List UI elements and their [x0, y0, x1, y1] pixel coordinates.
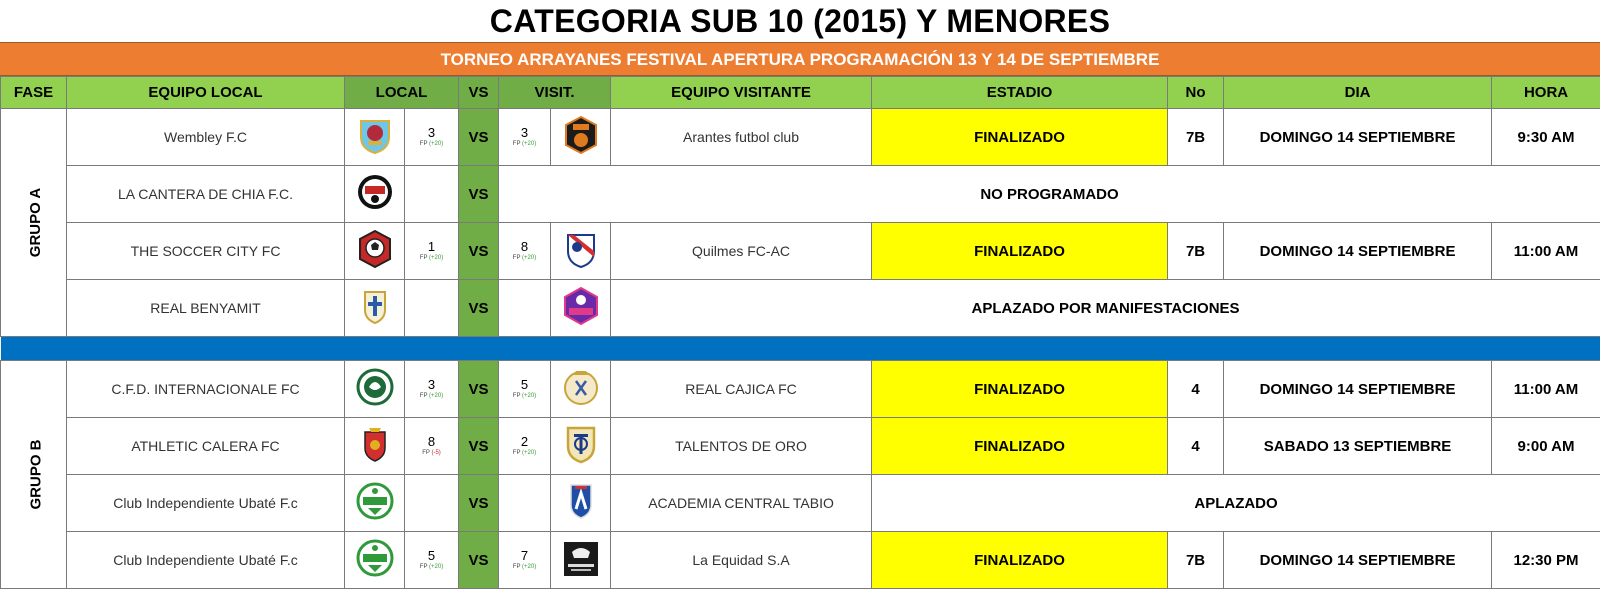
benyamit-logo-icon — [356, 286, 394, 326]
quilmes-logo-icon — [562, 229, 600, 269]
visit-score: 7 — [499, 549, 550, 563]
header-visit: VISIT. — [499, 77, 611, 109]
team-logo-cell — [345, 532, 405, 589]
header-visit-team: EQUIPO VISITANTE — [611, 77, 872, 109]
visit-team-name: REAL CAJICA FC — [611, 361, 872, 418]
vs-cell: VS — [459, 475, 499, 532]
fair-play-label: FP — [420, 564, 429, 570]
fair-play-label: FP — [513, 141, 522, 147]
team-logo-cell — [345, 280, 405, 337]
fair-play-label: FP — [513, 564, 522, 570]
field-number: 7B — [1168, 532, 1224, 589]
local-score-cell — [405, 223, 459, 280]
group-label: GRUPO B — [28, 439, 45, 509]
match-status: FINALIZADO — [872, 418, 1168, 475]
visit-score-cell — [499, 532, 551, 589]
match-status: FINALIZADO — [872, 532, 1168, 589]
ubate-logo-icon — [356, 481, 394, 521]
fair-play-label: FP — [420, 141, 429, 147]
group-separator — [1, 337, 1600, 361]
vs-cell: VS — [459, 166, 499, 223]
vs-cell: VS — [459, 109, 499, 166]
fair-play-value: (+20) — [522, 141, 536, 147]
visit-fair-play — [499, 563, 550, 571]
local-score-cell — [405, 280, 459, 337]
fair-play-label: FP — [422, 450, 431, 456]
header-no: No — [1168, 77, 1224, 109]
match-row — [1, 418, 1600, 475]
match-status: FINALIZADO — [872, 223, 1168, 280]
local-score-cell — [405, 475, 459, 532]
local-team-name: Club Independiente Ubaté F.c — [67, 475, 345, 532]
fair-play-value: (-5) — [431, 450, 440, 456]
visit-score: 3 — [499, 126, 550, 140]
separator-bar — [1, 337, 1600, 361]
visit-score-cell — [499, 280, 551, 337]
visit-team-name: ACADEMIA CENTRAL TABIO — [611, 475, 872, 532]
schedule-table — [0, 76, 1600, 589]
local-score-cell — [405, 418, 459, 475]
match-hour: 9:30 AM — [1492, 109, 1600, 166]
local-team-name: C.F.D. INTERNACIONALE FC — [67, 361, 345, 418]
visit-team-name: Arantes futbol club — [611, 109, 872, 166]
match-status-note: NO PROGRAMADO — [499, 166, 1600, 223]
local-score: 3 — [405, 126, 458, 140]
internacionale-logo-icon — [356, 367, 394, 407]
local-team-name: Wembley F.C — [67, 109, 345, 166]
local-fair-play — [405, 140, 458, 148]
cantera-logo-icon — [356, 172, 394, 212]
team-logo-cell — [345, 475, 405, 532]
match-hour: 12:30 PM — [1492, 532, 1600, 589]
local-score: 5 — [405, 549, 458, 563]
match-row — [1, 475, 1600, 532]
fair-play-label: FP — [513, 255, 522, 261]
visit-team-name: La Equidad S.A — [611, 532, 872, 589]
visit-score: 8 — [499, 240, 550, 254]
wembley-logo-icon — [356, 115, 394, 155]
fair-play-value: (+20) — [429, 141, 443, 147]
local-fair-play — [405, 563, 458, 571]
fair-play-label: FP — [420, 393, 429, 399]
calera-logo-icon — [356, 424, 394, 464]
vs-cell: VS — [459, 280, 499, 337]
local-score-cell — [405, 109, 459, 166]
visit-score-cell — [499, 361, 551, 418]
group-label-cell — [1, 109, 67, 337]
header-vs: VS — [459, 77, 499, 109]
visit-fair-play — [499, 140, 550, 148]
fair-play-value: (+20) — [522, 255, 536, 261]
field-number: 4 — [1168, 361, 1224, 418]
visit-team-name: Quilmes FC-AC — [611, 223, 872, 280]
match-day: DOMINGO 14 SEPTIEMBRE — [1224, 532, 1492, 589]
match-status-note: APLAZADO POR MANIFESTACIONES — [611, 280, 1600, 337]
header-fase: FASE — [1, 77, 67, 109]
field-number: 7B — [1168, 223, 1224, 280]
match-row — [1, 109, 1600, 166]
tournament-subtitle: TORNEO ARRAYANES FESTIVAL APERTURA PROGRAMACIÓN 13 Y 14 DE SEPTIEMBRE — [0, 42, 1600, 76]
vs-cell: VS — [459, 223, 499, 280]
match-day: DOMINGO 14 SEPTIEMBRE — [1224, 361, 1492, 418]
field-number: 7B — [1168, 109, 1224, 166]
match-status: FINALIZADO — [872, 109, 1168, 166]
match-status-note: APLAZADO — [872, 475, 1600, 532]
local-score-cell — [405, 166, 459, 223]
field-number: 4 — [1168, 418, 1224, 475]
fair-play-label: FP — [513, 393, 522, 399]
fair-play-value: (+20) — [429, 393, 443, 399]
match-day: SABADO 13 SEPTIEMBRE — [1224, 418, 1492, 475]
visit-team-name: TALENTOS DE ORO — [611, 418, 872, 475]
header-local: LOCAL — [345, 77, 459, 109]
match-row — [1, 532, 1600, 589]
local-score-cell — [405, 532, 459, 589]
visit-score-cell — [499, 418, 551, 475]
fair-play-value: (+20) — [429, 255, 443, 261]
local-team-name: LA CANTERA DE CHIA F.C. — [67, 166, 345, 223]
local-fair-play — [405, 254, 458, 262]
group-label: GRUPO A — [27, 188, 44, 257]
equidad-logo-icon — [562, 538, 600, 578]
local-fair-play — [405, 449, 458, 457]
arantes-logo-icon — [562, 115, 600, 155]
team-logo-cell — [551, 361, 611, 418]
header-hour: HORA — [1492, 77, 1600, 109]
vs-cell: VS — [459, 361, 499, 418]
local-score: 3 — [405, 378, 458, 392]
group-label-cell — [1, 361, 67, 589]
match-hour: 11:00 AM — [1492, 223, 1600, 280]
local-score: 8 — [405, 435, 458, 449]
match-status: FINALIZADO — [872, 361, 1168, 418]
vs-cell: VS — [459, 532, 499, 589]
team-logo-cell — [551, 280, 611, 337]
team-logo-cell — [345, 418, 405, 475]
team-logo-cell — [345, 223, 405, 280]
real-cajica-logo-icon — [562, 367, 600, 407]
local-score-cell — [405, 361, 459, 418]
visit-fair-play — [499, 392, 550, 400]
visit-score: 5 — [499, 378, 550, 392]
local-team-name: THE SOCCER CITY FC — [67, 223, 345, 280]
team-logo-cell — [345, 361, 405, 418]
visit-score: 2 — [499, 435, 550, 449]
team-logo-cell — [551, 532, 611, 589]
page-title: CATEGORIA SUB 10 (2015) Y MENORES — [0, 0, 1600, 42]
force-logo-icon — [562, 286, 600, 326]
talentos-logo-icon — [562, 424, 600, 464]
team-logo-cell — [345, 109, 405, 166]
header-stadium: ESTADIO — [872, 77, 1168, 109]
team-logo-cell — [345, 166, 405, 223]
fair-play-value: (+20) — [522, 393, 536, 399]
local-team-name: ATHLETIC CALERA FC — [67, 418, 345, 475]
team-logo-cell — [551, 223, 611, 280]
visit-fair-play — [499, 449, 550, 457]
header-day: DIA — [1224, 77, 1492, 109]
local-score: 1 — [405, 240, 458, 254]
team-logo-cell — [551, 418, 611, 475]
match-row — [1, 166, 1600, 223]
local-team-name: Club Independiente Ubaté F.c — [67, 532, 345, 589]
team-logo-cell — [551, 475, 611, 532]
match-row — [1, 361, 1600, 418]
match-hour: 11:00 AM — [1492, 361, 1600, 418]
fair-play-value: (+20) — [522, 450, 536, 456]
fair-play-label: FP — [513, 450, 522, 456]
fair-play-value: (+20) — [429, 564, 443, 570]
local-team-name: REAL BENYAMIT — [67, 280, 345, 337]
visit-score-cell — [499, 109, 551, 166]
visit-score-cell — [499, 475, 551, 532]
match-row — [1, 223, 1600, 280]
visit-fair-play — [499, 254, 550, 262]
match-day: DOMINGO 14 SEPTIEMBRE — [1224, 109, 1492, 166]
match-day: DOMINGO 14 SEPTIEMBRE — [1224, 223, 1492, 280]
soccer-city-logo-icon — [356, 229, 394, 269]
match-hour: 9:00 AM — [1492, 418, 1600, 475]
match-row — [1, 280, 1600, 337]
vs-cell: VS — [459, 418, 499, 475]
team-logo-cell — [551, 109, 611, 166]
fair-play-label: FP — [420, 255, 429, 261]
local-fair-play — [405, 392, 458, 400]
fair-play-value: (+20) — [522, 564, 536, 570]
tabio-logo-icon — [562, 481, 600, 521]
header-local-team: EQUIPO LOCAL — [67, 77, 345, 109]
header-row — [1, 77, 1600, 109]
ubate-logo-icon — [356, 538, 394, 578]
visit-score-cell — [499, 223, 551, 280]
